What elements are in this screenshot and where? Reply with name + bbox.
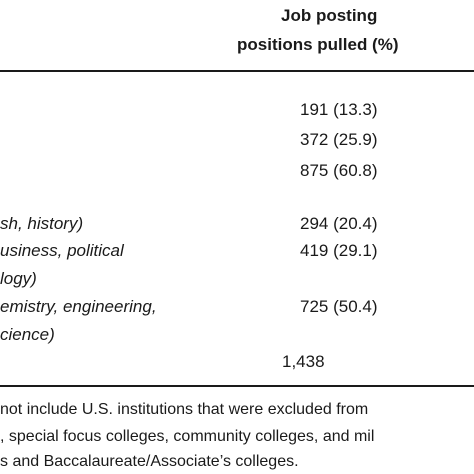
table-bottom-rule — [0, 385, 474, 387]
row-label-humanities: sh, history) — [0, 214, 84, 233]
row-label-stem-2: cience) — [0, 325, 55, 344]
value-cell-3: 875 (60.8) — [300, 161, 378, 180]
footnote-line-1: not include U.S. institutions that were excluded from — [0, 401, 369, 418]
total-value: 1,438 — [282, 352, 325, 371]
value-cell-stem: 725 (50.4) — [300, 297, 378, 316]
footnote-line-3: s and Baccalaureate/Associate’s colleges. — [0, 453, 299, 470]
value-cell-2: 372 (25.9) — [300, 130, 378, 149]
header-rule — [0, 70, 474, 72]
value-cell-social-sciences: 419 (29.1) — [300, 241, 378, 260]
row-label-social-sciences-1: usiness, political — [0, 241, 124, 260]
value-cell-humanities: 294 (20.4) — [300, 214, 378, 233]
row-label-social-sciences-2: logy) — [0, 269, 37, 288]
column-header-line-1: Job posting — [281, 6, 378, 25]
value-cell-1: 191 (13.3) — [300, 100, 378, 119]
footnote-line-2: , special focus colleges, community colleges, and mil — [0, 428, 375, 445]
row-label-stem-1: emistry, engineering, — [0, 297, 157, 316]
column-header-line-2: positions pulled (%) — [237, 35, 399, 54]
